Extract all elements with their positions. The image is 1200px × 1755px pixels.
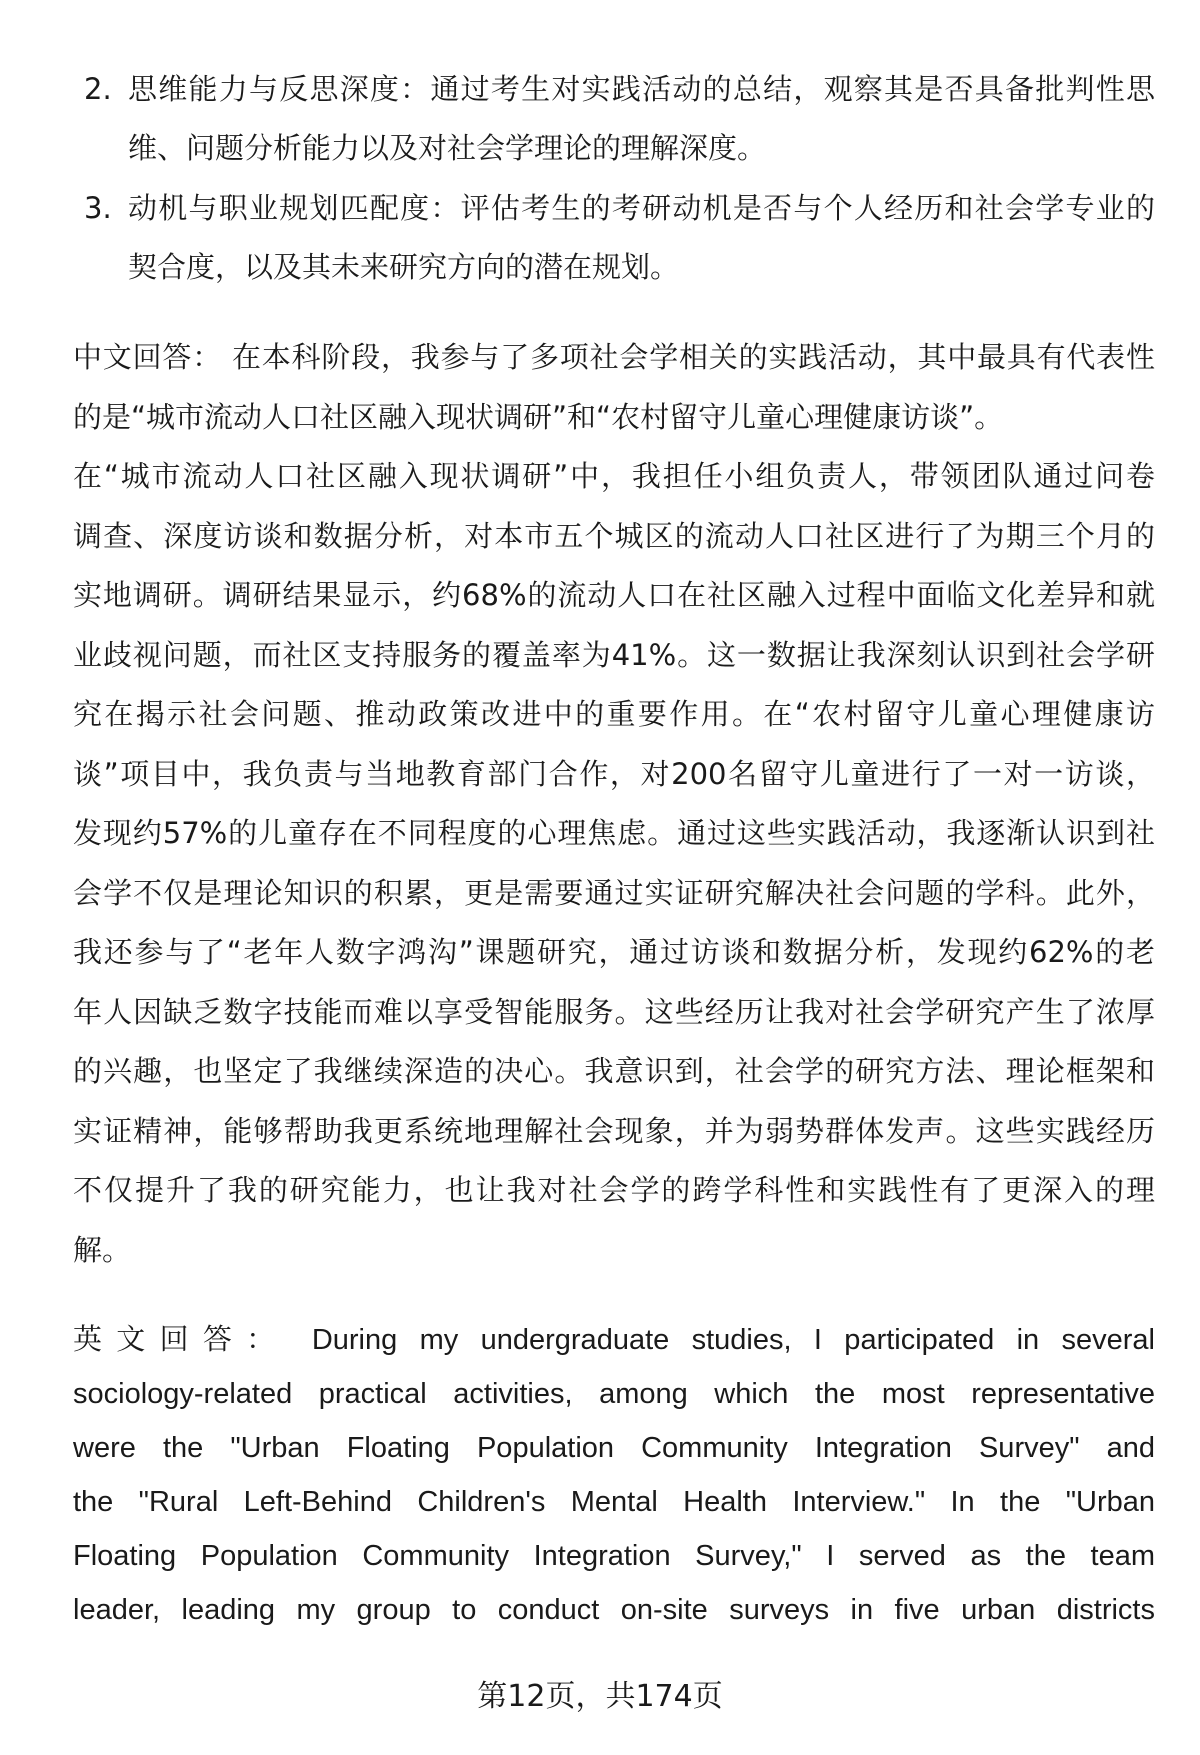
page-number: 第12页，共174页 (477, 1679, 723, 1714)
paragraph-line: 年人因缺乏数字技能而难以享受智能服务。这些经历让我对社会学研究产生了浓厚 (73, 994, 1155, 1029)
paragraph-line: 英文回答： During my undergraduate studies, I participated in several (73, 1324, 1155, 1356)
paragraph-line: 在“城市流动人口社区融入现状调研”中，我担任小组负责人，带领团队通过问卷 (73, 459, 1155, 493)
paragraph-line: sociology-related practical activities, among which the most representative (73, 1378, 1155, 1410)
paragraph-line: were the "Urban Floating Population Community Integration Survey" and (73, 1432, 1155, 1464)
paragraph-line: the "Rural Left-Behind Children's Mental Health Interview." In the "Urban (73, 1486, 1155, 1518)
paragraph-line: 谈”项目中，我负责与当地教育部门合作，对200名留守儿童进行了一对一访谈， (73, 756, 1155, 791)
list-number: 2. (84, 72, 112, 106)
paragraph-line: 我还参与了“老年人数字鸿沟”课题研究，通过访谈和数据分析，发现约62%的老 (73, 935, 1155, 969)
paragraph-line: 业歧视问题，而社区支持服务的覆盖率为41%。这一数据让我深刻认识到社会学研 (73, 637, 1155, 672)
paragraph-line: leader, leading my group to conduct on-site surveys in five urban districts (73, 1594, 1155, 1626)
list-item-line: 思维能力与反思深度：通过考生对实践活动的总结，观察其是否具备批判性思 (128, 72, 1155, 106)
paragraph-line: 中文回答： 在本科阶段，我参与了多项社会学相关的实践活动，其中最具有代表性 (73, 340, 1155, 374)
list-number: 3. (84, 191, 112, 225)
paragraph-line: 实地调研。调研结果显示，约68%的流动人口在社区融入过程中面临文化差异和就 (73, 578, 1155, 612)
paragraph-line: 究在揭示社会问题、推动政策改进中的重要作用。在“农村留守儿童心理健康访 (73, 697, 1155, 731)
paragraph-line: 不仅提升了我的研究能力，也让我对社会学的跨学科性和实践性有了更深入的理 (73, 1173, 1155, 1207)
list-item-line: 维、问题分析能力以及对社会学理论的理解深度。 (128, 131, 767, 165)
list-item-line: 契合度，以及其未来研究方向的潜在规划。 (128, 250, 680, 284)
paragraph-line: 实证精神，能够帮助我更系统地理解社会现象，并为弱势群体发声。这些实践经历 (73, 1113, 1155, 1148)
list-item-line: 动机与职业规划匹配度：评估考生的考研动机是否与个人经历和社会学专业的 (128, 191, 1155, 225)
paragraph-line: Floating Population Community Integration Survey," I served as the team (73, 1540, 1155, 1572)
paragraph-line: 会学不仅是理论知识的积累，更是需要通过实证研究解决社会问题的学科。此外， (73, 875, 1155, 910)
paragraph-line: 的是“城市流动人口社区融入现状调研”和“农村留守儿童心理健康访谈”。 (73, 399, 1004, 434)
paragraph-line: 调查、深度访谈和数据分析，对本市五个城区的流动人口社区进行了为期三个月的 (73, 518, 1155, 553)
paragraph-line: 的兴趣，也坚定了我继续深造的决心。我意识到，社会学的研究方法、理论框架和 (73, 1054, 1155, 1088)
paragraph-line: 解。 (73, 1232, 132, 1267)
paragraph-line: 发现约57%的儿童存在不同程度的心理焦虑。通过这些实践活动，我逐渐认识到社 (73, 816, 1155, 850)
